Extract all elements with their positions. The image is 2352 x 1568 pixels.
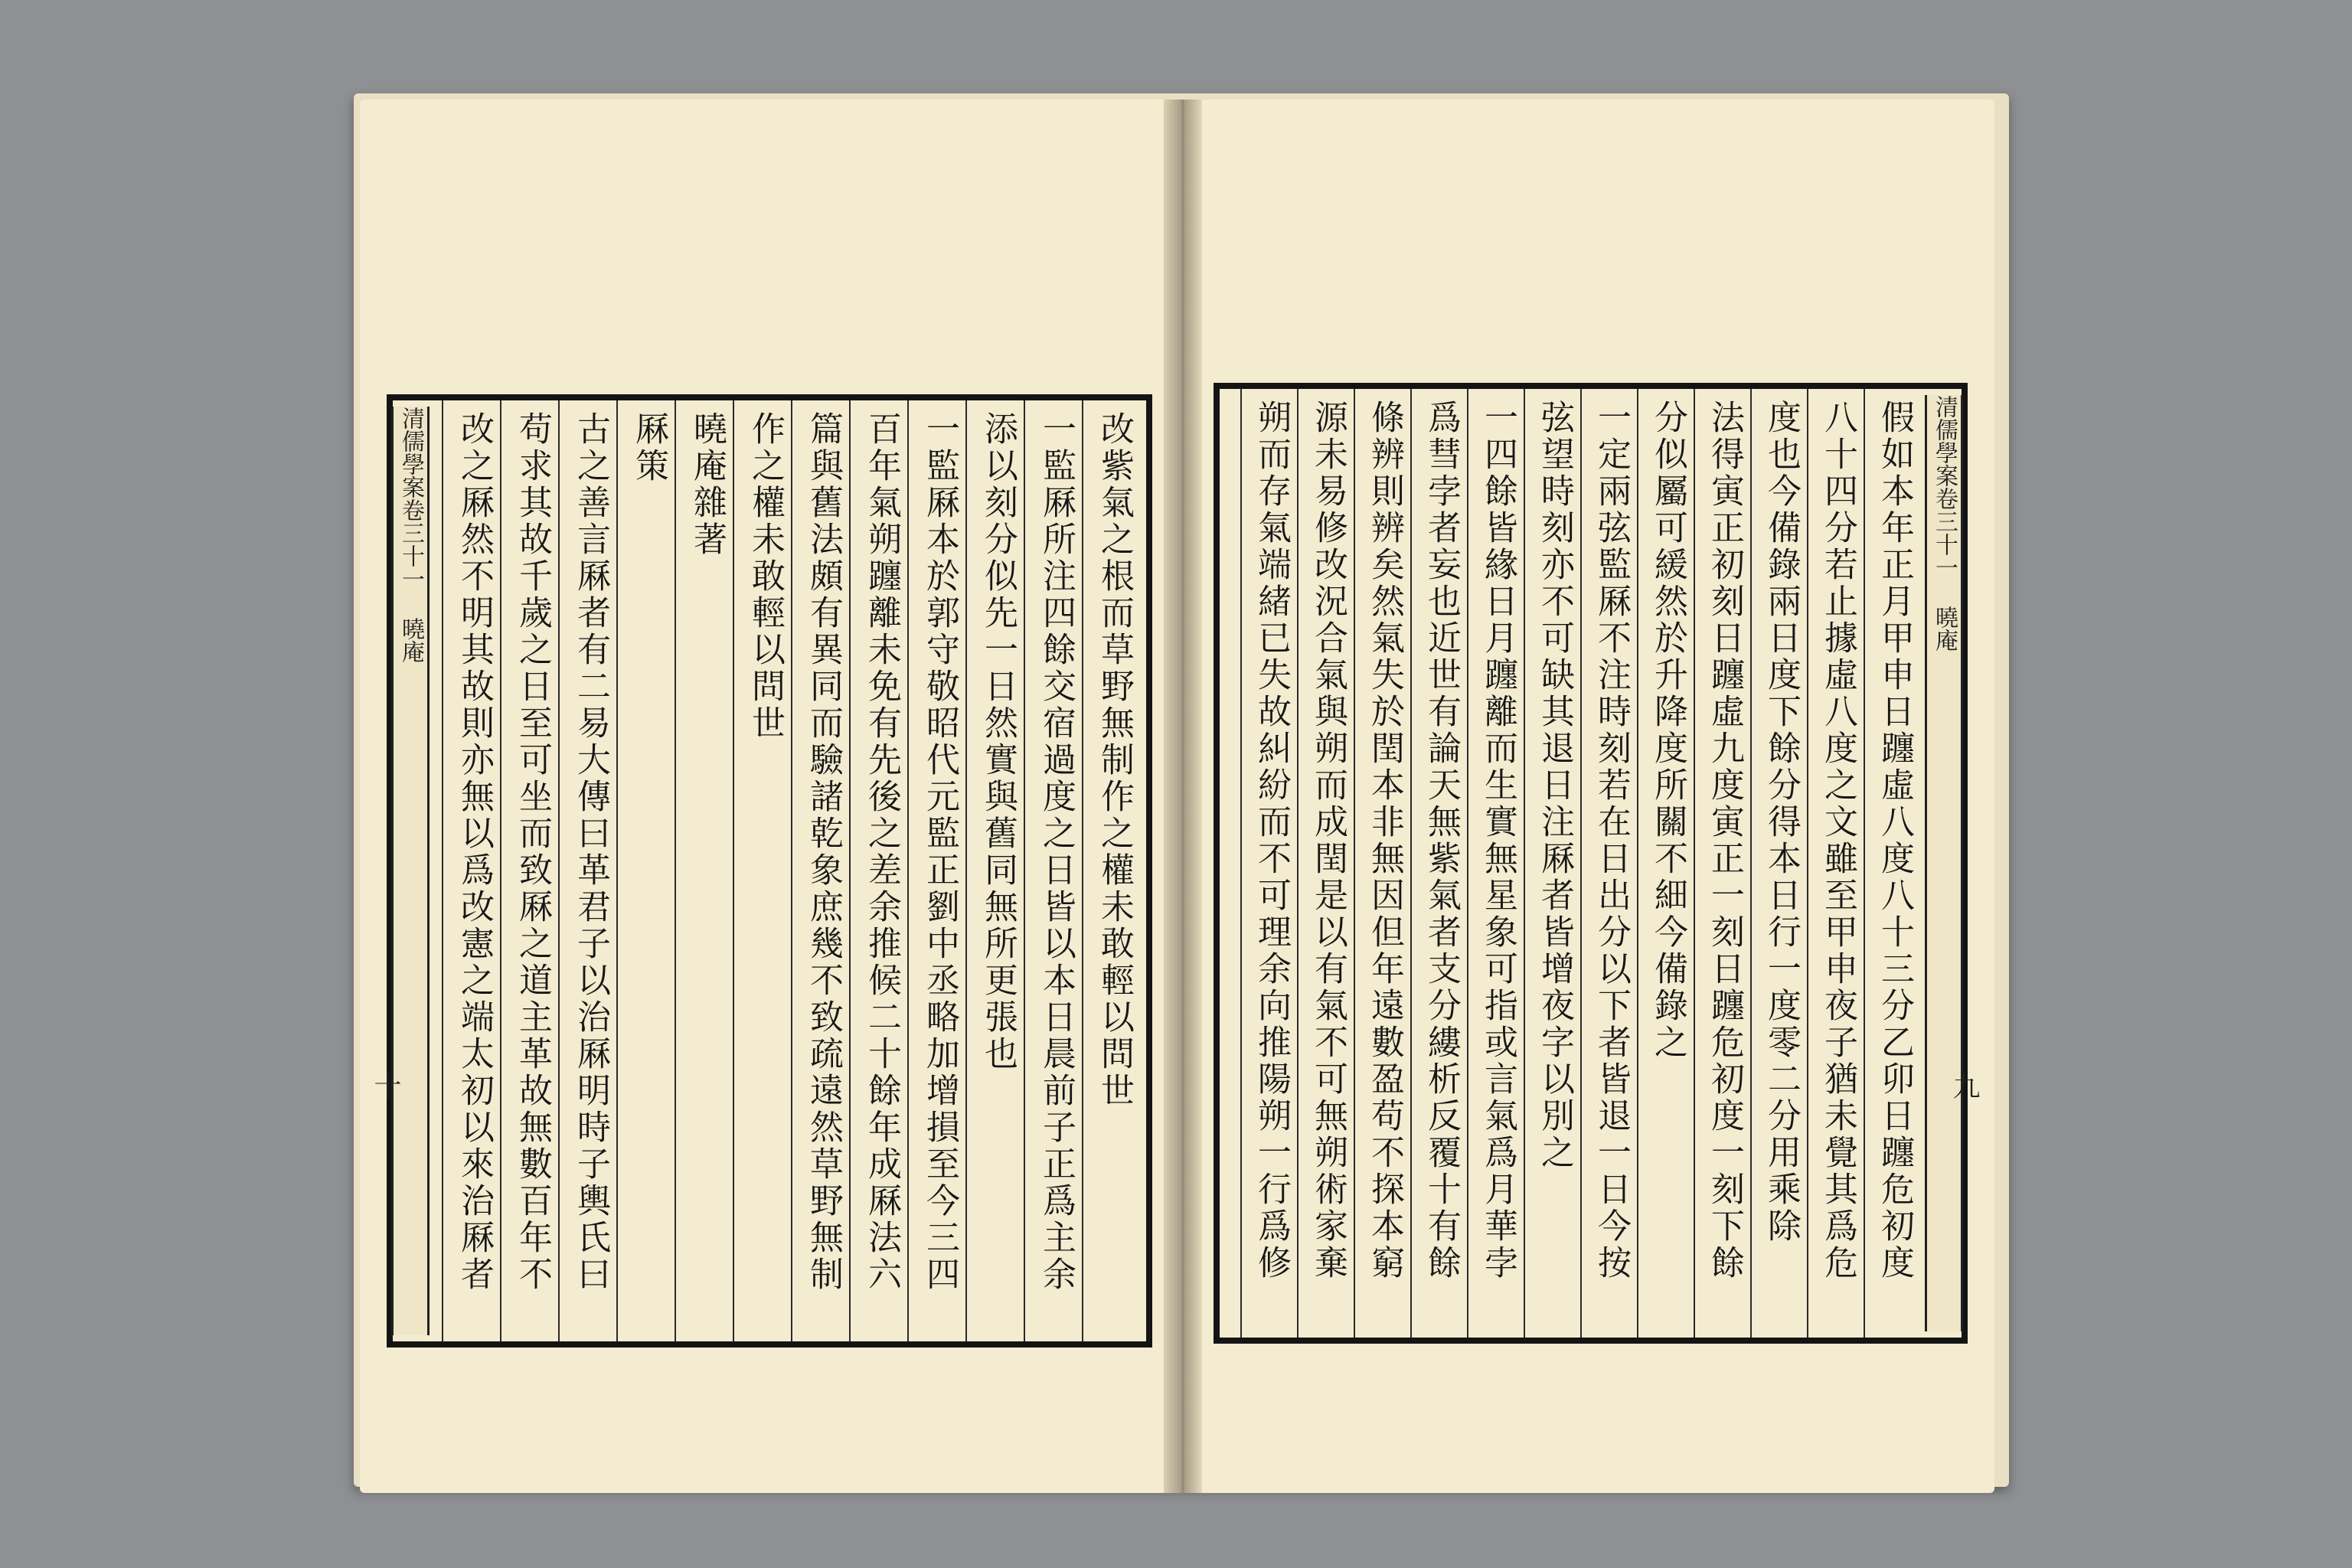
right-page-number: 九 — [1949, 1072, 1980, 1099]
column-rule — [616, 400, 618, 1341]
column-rule — [907, 400, 909, 1341]
text-column: 古之善言厤者有二易大傳曰革君子以治厤明時子輿氏曰 — [571, 411, 610, 1293]
column-rule — [791, 400, 792, 1341]
right-page-banner: 清儒學案卷三十一 曉庵 — [1925, 395, 1963, 1331]
text-column: 源未易修改況合氣與朔而成閏是以有氣不可無朔術家棄 — [1308, 400, 1348, 1282]
text-column: 分似屬可緩然於升降度所關不細今備錄之 — [1648, 400, 1687, 1061]
text-column: 八十四分若止據虛八度之文雖至甲申夜子猶未覺其爲危 — [1818, 400, 1857, 1282]
text-column: 曉庵雜著 — [688, 411, 727, 558]
left-text-frame — [387, 394, 1152, 1348]
column-rule — [1024, 400, 1025, 1341]
text-column: 改之厤然不明其故則亦無以爲改憲之端太初以來治厤者 — [455, 411, 494, 1293]
column-rule — [733, 400, 734, 1341]
text-column: 作之權未敢輕以問世 — [746, 411, 785, 742]
column-rule — [1297, 389, 1298, 1338]
text-column: 爲彗孛者妄也近世有論天無紫氣者支分縷析反覆十有餘 — [1422, 400, 1461, 1282]
text-column: 百年氣朔躔離未免有先後之差余推候二十餘年成厤法六 — [862, 411, 901, 1293]
column-rule — [442, 400, 443, 1341]
text-column: 改紫氣之根而草野無制作之權未敢輕以問世 — [1095, 411, 1134, 1109]
text-column: 一定兩弦監厤不注時刻若在日出分以下者皆退一日今按 — [1592, 400, 1631, 1282]
text-column: 朔而存氣端緒已失故糾紛而不可理余向推陽朔一行爲修 — [1252, 400, 1291, 1282]
text-column: 假如本年正月甲申日躔虛八度八十三分乙卯日躔危初度 — [1875, 400, 1914, 1282]
text-column: 苟求其故千歲之日至可坐而致厤之道主革故無數百年不 — [513, 411, 552, 1293]
column-rule — [1694, 389, 1695, 1338]
book-gutter — [1164, 100, 1202, 1493]
column-rule — [1580, 389, 1582, 1338]
column-rule — [1082, 400, 1083, 1341]
column-rule — [1467, 389, 1468, 1338]
column-rule — [675, 400, 676, 1341]
left-page-banner: 清儒學案卷三十一 曉庵 — [391, 407, 430, 1335]
text-column: 一監厤本於郭守敬昭代元監正劉中丞略加增損至今三四 — [920, 411, 959, 1293]
column-rule — [1807, 389, 1808, 1338]
column-rule — [1410, 389, 1412, 1338]
text-column: 厤策 — [629, 411, 668, 485]
text-column: 一監厤所注四餘交宿過度之日皆以本日晨前子正爲主余 — [1037, 411, 1076, 1293]
text-column: 一四餘皆緣日月躔離而生實無星象可指或言氣爲月華孛 — [1478, 400, 1517, 1282]
text-column: 弦望時刻亦不可缺其退日注厤者皆增夜字以別之 — [1535, 400, 1574, 1171]
column-rule — [1864, 389, 1865, 1338]
column-rule — [1240, 389, 1242, 1338]
column-rule — [849, 400, 851, 1341]
column-rule — [1637, 389, 1638, 1338]
left-page-number: 十 — [370, 1072, 401, 1099]
column-rule — [1524, 389, 1525, 1338]
column-rule — [500, 400, 501, 1341]
text-column: 法得寅正初刻日躔虛九度寅正一刻日躔危初度一刻下餘 — [1705, 400, 1744, 1282]
column-rule — [1750, 389, 1752, 1338]
text-column: 篇與舊法頗有異同而驗諸乾象庶幾不致疏遠然草野無制 — [804, 411, 843, 1293]
column-rule — [558, 400, 560, 1341]
column-rule — [1354, 389, 1355, 1338]
column-rule — [965, 400, 967, 1341]
text-column: 度也今備錄兩日度下餘分得本日行一度零二分用乘除 — [1762, 400, 1801, 1245]
text-column: 添以刻分似先一日然實與舊同無所更張也 — [978, 411, 1018, 1073]
text-column: 條辨則辨矣然氣失於閏本非無因但年遠數盈苟不探本窮 — [1365, 400, 1404, 1282]
right-text-frame — [1214, 383, 1968, 1344]
